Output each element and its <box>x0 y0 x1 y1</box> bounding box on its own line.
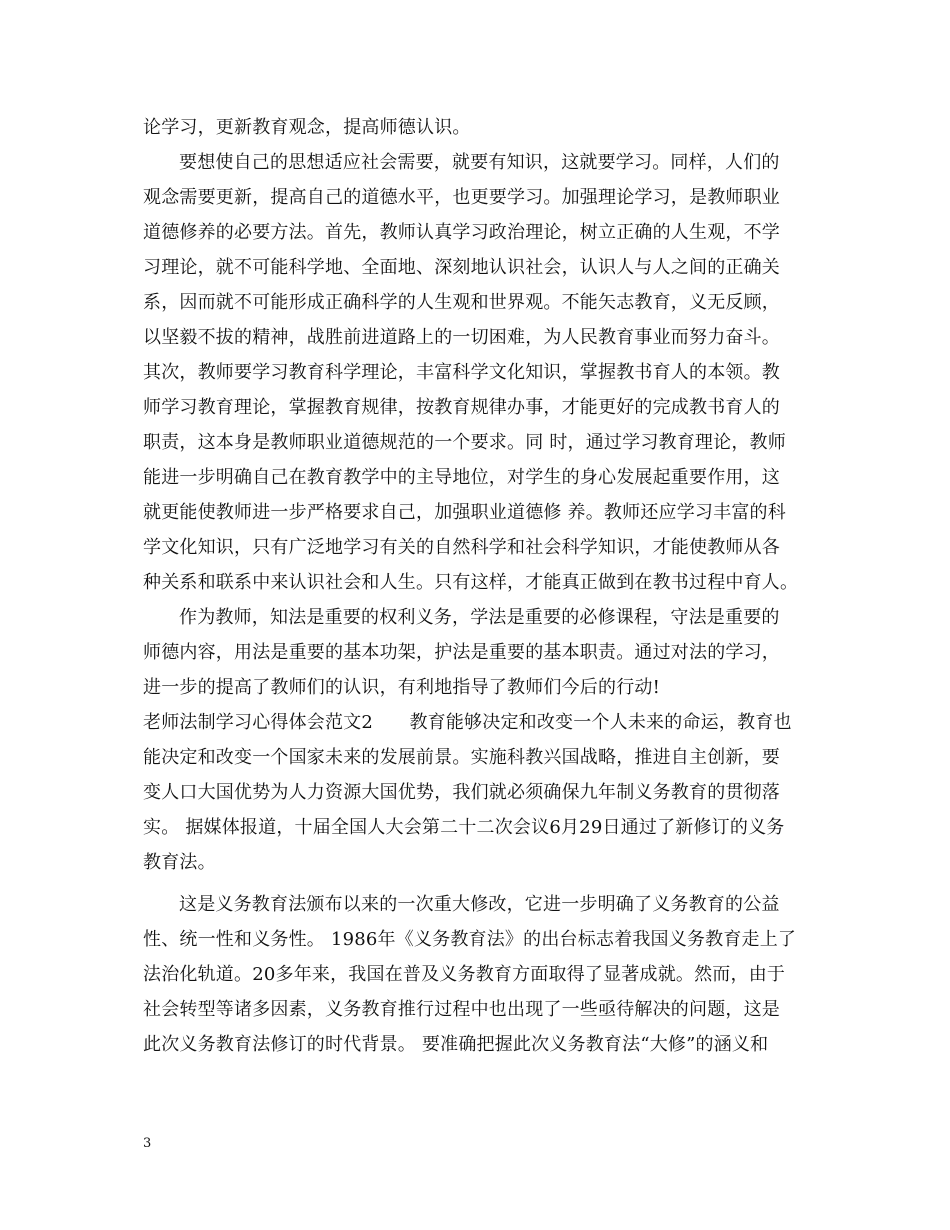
text-line: 学文化知识，只有广泛地学习有关的自然科学和社会科学知识，才能使教师从各 <box>143 537 780 558</box>
text-line: 论学习，更新教育观念，提高师德认识。 <box>143 117 471 138</box>
text-line: 能进一步明确自己在教育教学中的主导地位，对学生的身心发展起重要作用，这 <box>143 467 780 488</box>
text-line: 法治化轨道。20多年来，我国在普及义务教育方面取得了显著成就。然而，由于 <box>143 964 786 985</box>
text-line: 道德修养的必要方法。首先，教师认真学习政治理论，树立正确的人生观，不学 <box>143 222 780 243</box>
text-line: 师德内容，用法是重要的基本功架，护法是重要的基本职责。通过对法的学习， <box>143 642 780 663</box>
text-line: 种关系和联系中来认识社会和人生。只有这样，才能真正做到在教书过程中育人。 <box>143 572 799 593</box>
page-number: 3 <box>143 1136 152 1151</box>
text-line: 性、统一性和义务性。 1986年《义务教育法》的出台标志着我国义务教育走上了 <box>143 929 797 950</box>
text-line: 师学习教育理论，掌握教育规律，按教育规律办事，才能更好的完成教书育人的 <box>143 397 780 418</box>
text-line: 此次义务教育法修订的时代背景。 要准确把握此次义务教育法“大修”的涵义和 <box>143 1034 769 1055</box>
text-line: 就更能使教师进一步严格要求自己，加强职业道德修 养。教师还应学习丰富的科 <box>143 502 786 523</box>
text-line: 老师法制学习心得体会范文2 教育能够决定和改变一个人未来的命运，教育也 <box>143 712 792 733</box>
text-line: 系，因而就不可能形成正确科学的人生观和世界观。不能矢志教育，义无反顾， <box>143 292 780 313</box>
text-line: 观念需要更新，提高自己的道德水平，也更要学习。加强理论学习，是教师职业 <box>143 187 780 208</box>
text-line: 以坚毅不拔的精神，战胜前进道路上的一切困难，为人民教育事业而努力奋斗。 <box>143 327 780 348</box>
text-line: 这是义务教育法颁布以来的一次重大修改，它进一步明确了义务教育的公益 <box>179 894 780 915</box>
text-line: 变人口大国优势为人力资源大国优势，我们就必须确保九年制义务教育的贯彻落 <box>143 782 780 803</box>
text-line: 其次，教师要学习教育科学理论，丰富科学文化知识，掌握教书育人的本领。教 <box>143 362 780 383</box>
text-line: 要想使自己的思想适应社会需要，就要有知识，这就要学习。同样，人们的 <box>179 152 780 173</box>
text-line: 社会转型等诸多因素，义务教育推行过程中也出现了一些亟待解决的问题，这是 <box>143 999 780 1020</box>
text-line: 实。 据媒体报道，十届全国人大会第二十二次会议6月29日通过了新修订的义务 <box>143 817 785 838</box>
text-line: 作为教师，知法是重要的权利义务，学法是重要的必修课程，守法是重要的 <box>179 607 780 628</box>
text-line: 习理论，就不可能科学地、全面地、深刻地认识社会，认识人与人之间的正确关 <box>143 257 780 278</box>
text-line: 教育法。 <box>143 852 216 873</box>
text-line: 职责，这本身是教师职业道德规范的一个要求。同 时，通过学习教育理论，教师 <box>143 432 786 453</box>
text-line: 进一步的提高了教师们的认识，有利地指导了教师们今后的行动! <box>143 677 661 698</box>
text-line: 能决定和改变一个国家未来的发展前景。实施科教兴国战略，推进自主创新，要 <box>143 747 780 768</box>
